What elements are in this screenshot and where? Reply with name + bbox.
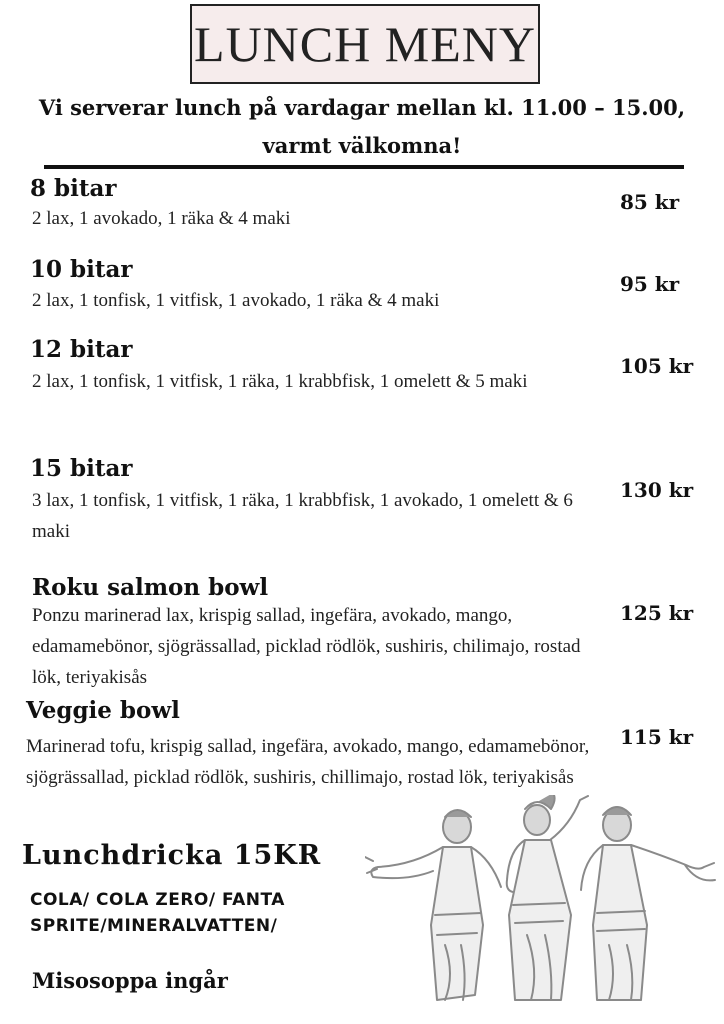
item-desc-8-bitar: 2 lax, 1 avokado, 1 räka & 4 maki (32, 208, 291, 229)
item-price-15-bitar: 130 kr (620, 478, 694, 502)
three-dancers-illustration (365, 795, 720, 1024)
item-name-veggie-bowl: Veggie bowl (26, 697, 180, 724)
menu-title-box (190, 4, 540, 84)
item-desc-roku-salmon-bowl: Ponzu marinerad lax, krispig sallad, ingefära, avokado, mango, edamamebönor, sjögrässallad, picklad rödlök, sushiris, chilimajo, rostad lök, teriyakisås (32, 605, 581, 688)
item-name-15-bitar: 15 bitar (30, 455, 133, 482)
item-price-veggie-bowl: 115 kr (620, 725, 694, 749)
item-name-8-bitar: 8 bitar (30, 175, 117, 202)
item-desc-15-bitar: 3 lax, 1 tonfisk, 1 vitfisk, 1 räka, 1 krabbfisk, 1 avokado, 1 omelett & 6 maki (32, 490, 573, 542)
drinks-line-2: SPRITE/MINERALVATTEN/ (30, 916, 278, 936)
item-price-roku-salmon-bowl: 125 kr (620, 601, 694, 625)
item-price-8-bitar: 85 kr (620, 190, 680, 214)
item-desc-12-bitar: 2 lax, 1 tonfisk, 1 vitfisk, 1 räka, 1 krabbfisk, 1 omelett & 5 maki (32, 371, 528, 392)
drinks-title: Lunchdricka 15KR (22, 840, 322, 871)
item-desc-10-bitar: 2 lax, 1 tonfisk, 1 vitfisk, 1 avokado, 1 räka & 4 maki (32, 290, 440, 311)
drinks-list (30, 887, 285, 939)
item-name-10-bitar: 10 bitar (30, 256, 133, 283)
item-price-12-bitar: 105 kr (620, 354, 694, 378)
intro-line-2: varmt välkomna! (262, 133, 462, 158)
intro-line-1: Vi serverar lunch på vardagar mellan kl. 11.00 – 15.00, (38, 95, 686, 120)
item-name-12-bitar: 12 bitar (30, 336, 133, 363)
miso-note: Misosoppa ingår (32, 968, 228, 993)
item-desc-veggie-bowl: Marinerad tofu, krispig sallad, ingefära, avokado, mango, edamamebönor, sjögrässallad, picklad rödlök, sushiris, chillimajo, rostad lök, teriyakisås (26, 736, 590, 788)
item-price-10-bitar: 95 kr (620, 272, 680, 296)
menu-title: LUNCH MENY (194, 16, 536, 72)
drinks-line-1: COLA/ COLA ZERO/ FANTA (30, 890, 285, 910)
item-name-roku-salmon-bowl: Roku salmon bowl (32, 574, 269, 601)
divider (44, 165, 684, 169)
